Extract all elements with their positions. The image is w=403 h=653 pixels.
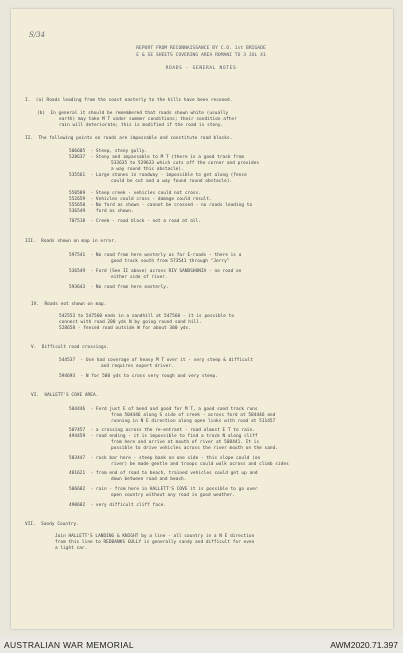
document-line: VI. HALLETT'S COVE AREA. (31, 393, 99, 398)
document-line: 503447 - rock bar here - steep bank on one side - this slope could (on (69, 456, 261, 461)
document-line: possible to drive vehicles across the river mouth on the sand. (111, 446, 278, 451)
document-line: Join HALLETT'S LANDING & KNIGHT by a line - all country in a N E direction (55, 534, 255, 539)
section-heading: ROADS - GENERAL NOTES (165, 66, 237, 71)
document-line: 507457 - a crossing across the re-entrant - road almost E T to rain. (69, 428, 255, 433)
accession-number: AWM2020.71.397 (330, 640, 398, 650)
document-line: III. Roads shown on map in error. (25, 239, 117, 244)
document-line: from this line to REDBANKS GULLY is generally sandy and difficult for even (55, 540, 255, 545)
document-line: rain will deteriorate; this is modified if the road is stony. (59, 123, 224, 128)
document-page (11, 9, 393, 629)
document-line: V. Difficult road crossings. (31, 345, 110, 350)
document-line: a light car. (55, 546, 88, 551)
document-line: down between road and beach. (111, 477, 187, 482)
document-line: 593643 - No road from here easterly. (69, 285, 169, 290)
document-line: 535561 - Large stones in roadway - impossible to get along (fence (69, 173, 247, 178)
document-line: 594693 - N for 500 yds to cross very rough and very steep. (59, 374, 218, 379)
document-line: 490602 - very difficult cliff face. (69, 503, 166, 508)
document-line: from here and arrive at mouth of river at 508441. It is (111, 440, 260, 445)
document-line: VII. Sandy Country. (25, 522, 79, 527)
document-line: good track south from 573541 through "Jerry" (111, 259, 230, 264)
document-line: either side of river. (111, 275, 168, 280)
document-line: 542553 to 547560 ends in a sandhill at 547560 - it is possible to (59, 314, 235, 319)
document-line: river) be made gentle and troops could walk across and climb sides (111, 462, 289, 467)
document-line: a way round this obstacle). (111, 167, 184, 172)
document-line: 528658 - fenced road outside W for about 300 yds. (59, 326, 191, 331)
document-line: IV. Roads not shown on map. (31, 302, 107, 307)
institution-label: AUSTRALIAN WAR MEMORIAL (4, 640, 134, 650)
document-line: 558589 - Steep creek - vehicles could not cross. (69, 191, 201, 196)
document-line: connect with road 200 yds N by going round sand hill. (59, 320, 202, 325)
caption-bar (0, 636, 403, 653)
document-line: (b) In general it should be remembered that roads shown white (usually (37, 111, 229, 116)
document-line: 555650 - No ford as shown - cannot be crossed - no roads leading to (69, 203, 253, 208)
document-line: 707518 - Creek - road block - not a road at all. (69, 219, 201, 224)
document-line: from 504446 along S side of creek - across ford at 504446 and (111, 413, 276, 418)
document-line: 494459 - road ending - it is impossible to find a track N along cliff (69, 434, 258, 439)
document-line: 533635 to 529633 which cuts off the corner and provides (111, 161, 260, 166)
document-line: open country without any road in good weather. (111, 493, 235, 498)
document-line: II. The following points on roads are impassable and constitute road blocks. (25, 136, 233, 141)
document-line: 481621 - from end of road to beach, trained vehicles could get up and (69, 471, 258, 476)
document-line: and requires expert driver. (101, 364, 174, 369)
document-line: earth) may take M T under summer conditions; their condition after (59, 117, 237, 122)
document-line: I. (a) Roads leading from the coast easterly to the hills have been reconed. (25, 98, 233, 103)
document-line: 536549 - Ford (See II above) across RIV SANDSHONIA - no road on (69, 269, 242, 274)
document-line: 506602 - rain - from here in HALLETT'S COVE it is possible to go over (69, 487, 258, 492)
document-line: 552659 - Vehicles could cross - damage could result. (69, 197, 212, 202)
document-line: 506605 - Steep, stony gully. (69, 149, 148, 154)
document-line: running in N E direction along open links with road at 511457 (111, 419, 276, 424)
document-line: 504446 - Ford just E of bend and good for M T, a good sand track runs (69, 407, 258, 412)
document-line: 544537 - Use had coverage of heavy M T over it - very steep & difficult (59, 358, 253, 363)
handwritten-annotation: S/34 (29, 31, 46, 39)
document-line: 528637 - Stony and impassable to M T (there is a good track from (69, 155, 245, 160)
document-subheading: E & SE SHEETS COVERING AREA ROMANI TO 3 JUL 41 (136, 53, 266, 58)
document-heading: REPORT FROM RECONNAISSANCE BY C.O. 1st BRIGADE (136, 46, 266, 51)
document-line: 597541 - No road from here westerly as far E-roads - there is a (69, 253, 242, 258)
document-line: 536549 ford as shown. (69, 209, 134, 214)
document-line: could be cut and a way found round obstacle). (111, 179, 233, 184)
